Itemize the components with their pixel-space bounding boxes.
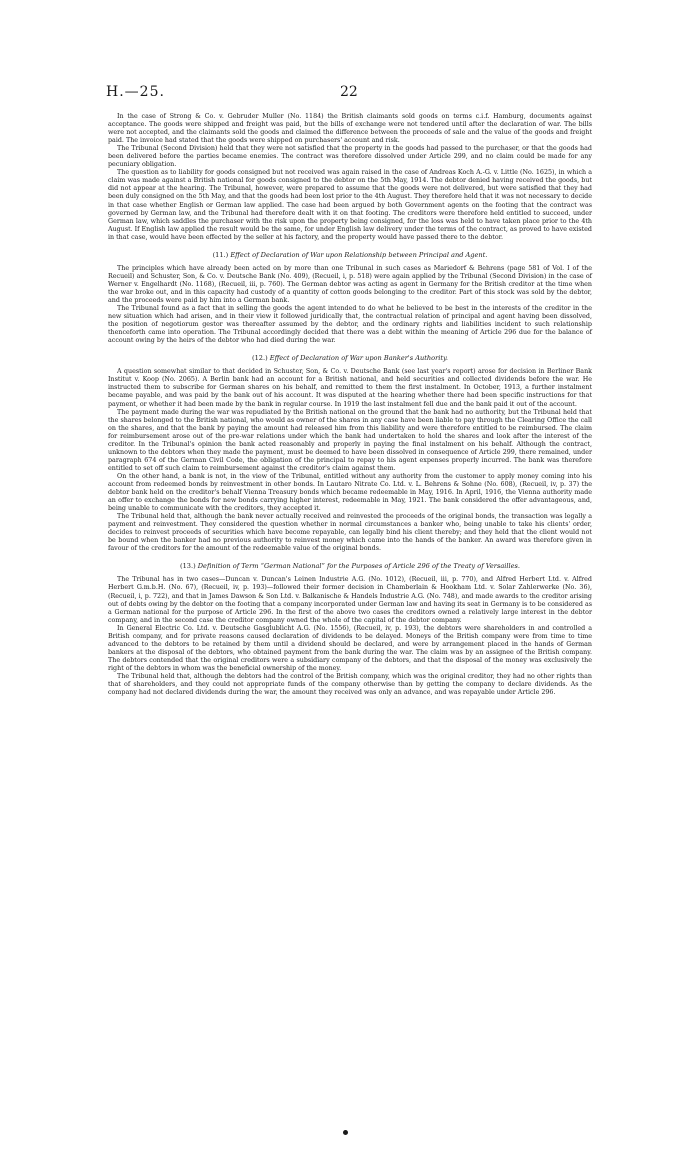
section-heading-13 xyxy=(108,562,592,570)
section-title: Effect of Declaration of War upon Banker's Authority. xyxy=(269,354,448,363)
paragraph: The Tribunal held that, although the bank never actually received and reinvested the proceeds of the original bonds, the transaction was legally a payment and reinvestment. They considered the question whether in normal circumstances a banker who, being unable to take his clients' order, decides to reinvest proceeds of securities which have become repayable, can legally bind his client thereby; and they held that the client would not be bound when the banker had no previous authority to reinvest money which came into the hands of the banker. An award was therefore given in favour of the creditors for the amount of the redeemable value of the original bonds. xyxy=(108,513,592,553)
section-title: Effect of Declaration of War upon Relationship between Principal and Agent. xyxy=(230,250,488,259)
paragraph: The Tribunal (Second Division) held that they were not satisfied that the property in the goods had passed to the purchaser, or that the goods had been delivered before the parties became enemies. The contract was therefore dissolved under Article 299, and no claim could be made for any pecuniary obligation. xyxy=(108,145,592,169)
document-body xyxy=(108,113,592,697)
paragraph: The question as to liability for goods consigned but not received was again raised in the case of Andreas Koch A.-G. v. Little (No. 1625), in which a claim was made against a British national for goods consigned to the debtor on the 5th May, 1914. The debtor denied having received the goods, but did not appear at the hearing. The Tribunal, however, were prepared to assume that the goods were not delivered, but were satisfied that they had been duly consigned on the 5th May, and that the goods had been lost prior to the 4th August. They therefore held that it was not necessary to decide in that case whether English or German law applied. The case had been argued by both Government agents on the footing that the contract was governed by German law, and the Tribunal had therefore dealt with it on that footing. The creditors were therefore held entitled to succeed, under German law, which saddles the purchaser with the risk upon the property being consigned, for the loss was held to have taken place prior to the 4th August. If English law applied the result would be the same, for under English law delivery under the terms of the contract, as proved to have existed in that case, would have been effected by the seller at his factory, and the property would have passed there to the debtor. xyxy=(108,169,592,241)
paragraph: The Tribunal has in two cases—Duncan v. Duncan's Leinen Industrie A.G. (No. 1012), (Recueil, iii, p. 770), and Alfred Herbert Ltd. v. Alfred Herbert G.m.b.H. (No. 67), (Recueil, iv, p. 193)—followed their former decision in Chamberlain & Hookham Ltd. v. Solar Zahlerwerke (No. 36), (Recueil, i, p. 722), and that in James Dawson & Son Ltd. v. Balkanische & Handels Industrie A.G. (No. 748), and made awards to the creditor arising out of debts owing by the debtor on the footing that a company incorporated under German law and having its seat in Germany is to be considered as a German national for the purpose of Article 296. In the first of the above two cases the creditors owned a relatively large interest in the debtor company, and in the second case the creditor company owned the whole of the capital of the debtor company. xyxy=(108,576,592,624)
paragraph: The Tribunal held that, although the debtors had the control of the British company, which was the original creditor, they had no other rights than that of shareholders, and they could not appropriate funds of the company otherwise than by getting the company to declare dividends. As the company had not declared dividends during the war, the amount they received was only an advance, and was repayable under Article 296. xyxy=(108,673,592,697)
paragraph: The principles which have already been acted on by more than one Tribunal in such cases as Mariedorf & Behrens (page 581 of Vol. I of the Recueil) and Schuster, Son, & Co. v. Deutsche Bank (No. 409), (Recueil, i, p. 518) were again applied by the Tribunal (Second Division) in the case of Werner v. Engelhardt (No. 1168), (Recueil, iii, p. 760). The German debtor was acting as agent in Germany for the British creditor at the time when the war broke out, and in this capacity had custody of a quantity of cotton goods belonging to the creditor. Part of this stock was sold by the debtor, and the proceeds were paid by him into a German bank. xyxy=(108,264,592,304)
section-title: Definition of Term “German National” for the Purposes of Article 296 of the Treaty of Versailles. xyxy=(197,562,520,571)
report-reference: H.—25. xyxy=(106,84,165,100)
paragraph: In General Electric Co. Ltd. v. Deutsche Gasglublicht A.G. (No. 1556), (Recueil, iv, p. 193), the debtors were shareholders in and controlled a British company, and for private reasons caused declaration of dividends to be delayed. Moneys of the British company were from time to time advanced to the debtors to be retained by them until a dividend should be declared, and were by arrangement placed in the hands of German bankers at the disposal of the debtors, who obtained payment from the bank during the war. The claim was by an assignee of the British company. The debtors contended that the original creditors were a subsidiary company of the debtors, and that the disposal of the money was exclusively the right of the debtors in whom was the beneficial ownership of the money. xyxy=(108,624,592,672)
section-number: (12.) xyxy=(252,354,268,363)
paragraph: The Tribunal found as a fact that in selling the goods the agent intended to do what he believed to be best in the interests of the creditor in the new situation which had arisen, and in their view it followed juridically that, the contractual relation of principal and agent having been dissolved, the position of negotiorum gestor was thereafter assumed by the debtor, and the ordinary rights and liabilities incident to such relationship thenceforth came into operation. The Tribunal accordingly decided that there was a debt within the meaning of Article 296 due for the balance of account owing by the heirs of the debtor who had died during the war. xyxy=(108,305,592,345)
section-number: (13.) xyxy=(180,562,196,571)
paragraph: The payment made during the war was repudiated by the British national on the ground that the bank had no authority, but the Tribunal held that the shares belonged to the British national, who would as owner of the shares in any case have been liable to pay through the Clearing Office the call on the shares, and that the bank by paying the amount had released him from this liability and were therefore entitled to be reimbursed. The claim for reimbursement arose out of the pre-war relations under which the bank had undertaken to hold the shares and look after the interest of the creditor. In the Tribunal's opinion the bank acted reasonably and properly in paying the final instalment on his behalf. Although the contract, unknown to the debtors when they made the payment, must be deemed to have been dissolved in consequence of Article 299, there remained, under paragraph 674 of the German Civil Code, the obligation of the principal to repay to his agent expenses properly incurred. The bank was therefore entitled to set off such claim to reimbursement against the creditor's claim against them. xyxy=(108,408,592,472)
paragraph: On the other hand, a bank is not, in the view of the Tribunal, entitled without any authority from the customer to apply money coming into his account from redeemed bonds by reinvestment in other bonds. In Lautaro Nitrate Co. Ltd. v. L. Behrens & Sohne (No. 608), (Recueil, iv, p. 37) the debtor bank held on the creditor's behalf Vienna Treasury bonds which became redeemable in May, 1916. In April, 1916, the Vienna authority made an offer to exchange the bonds for new bonds carrying higher interest, redeemable in May, 1921. The bank considered the offer advantageous, and, being unable to communicate with the creditors, they accepted it. xyxy=(108,472,592,513)
paragraph: In the case of Strong & Co. v. Gebruder Muller (No. 1184) the British claimants sold goods on terms c.i.f. Hamburg, documents against acceptance. The goods were shipped and freight was paid, but the bills of exchange were not tendered until after the declaration of war. The bills were not accepted, and the claimants sold the goods and claimed the difference between the proceeds of sale and the value of the goods and freight paid. The invoice had stated that the goods were shipped on purchasers' account and risk. xyxy=(108,113,592,145)
paragraph: A question somewhat similar to that decided in Schuster, Son, & Co. v. Deutsche Bank (see last year's report) arose for decision in Berliner Bank Institut v. Koop (No. 2065). A Berlin bank had an account for a British national, and held securities and collected dividends before the war. He instructed them to subscribe for German shares on his behalf, and remitted to them the first instalment. In October, 1913, a further instalment became payable, and was paid by the bank out of his account. It was disputed at the hearing whether there had been specific instructions for that payment, or whether it had been made by the bank in regular course. In 1919 the last instalment fell due and the bank paid it out of the account. xyxy=(108,368,592,408)
section-number: (11.) xyxy=(212,250,229,259)
section-heading-11 xyxy=(108,251,592,259)
section-heading-12 xyxy=(108,354,592,362)
page-number: 22 xyxy=(340,84,358,100)
page-marker-dot xyxy=(343,1130,348,1135)
